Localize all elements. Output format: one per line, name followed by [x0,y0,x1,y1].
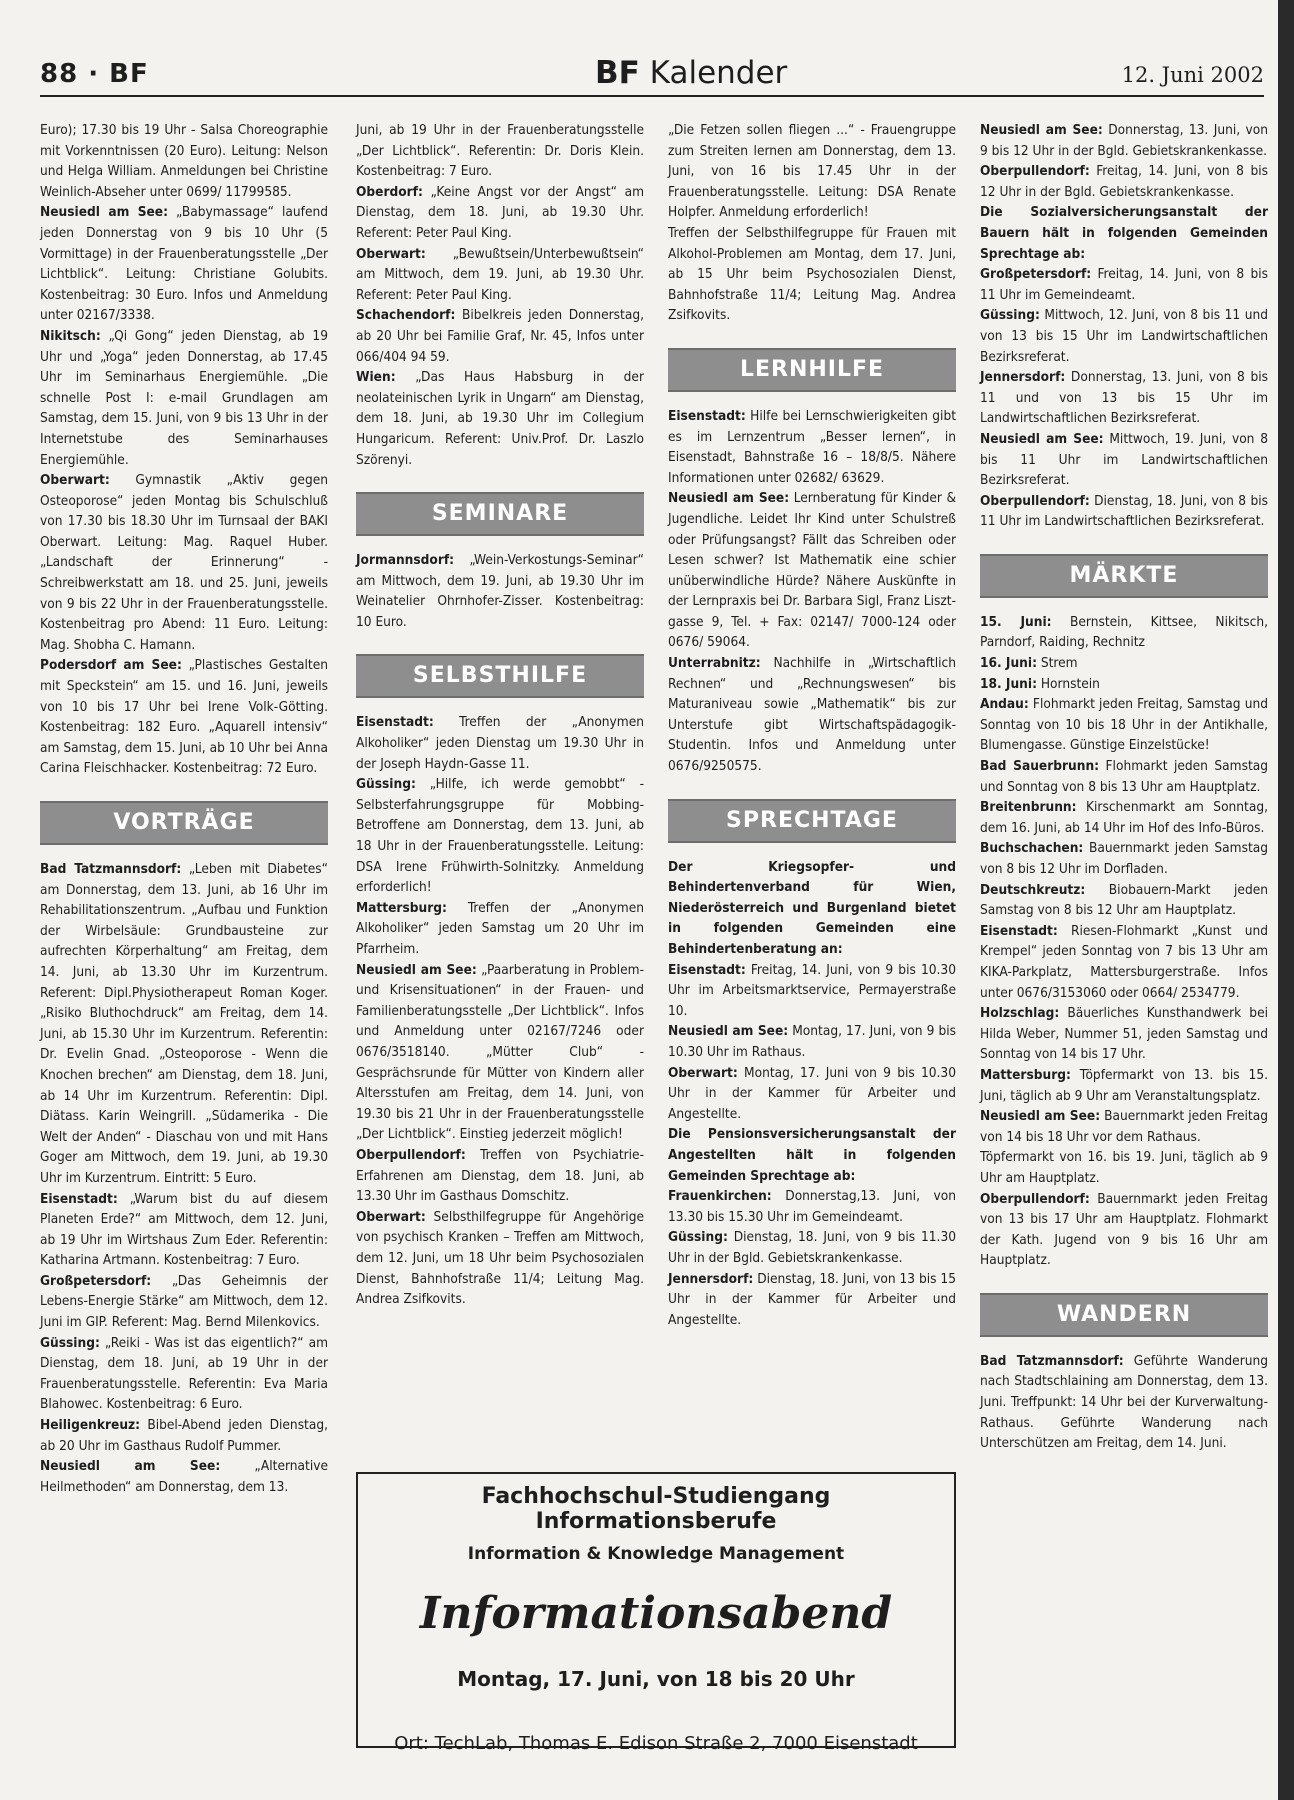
listing-text: „Keine Angst vor der Angst“ am Dienstag, dem 18. Juni, ab 19.30 Uhr. Referent: Peter Paul King. [356,183,644,241]
advertisement-box [356,1472,956,1754]
listing-text: Dienstag, 18. Juni, von 9 bis 11.30 Uhr in der Bgld. Gebietskrankenkasse. [668,1229,956,1266]
listing-text: Bauernmarkt jeden Freitag von 14 bis 18 Uhr vor dem Rathaus. [980,1108,1268,1145]
listing-text: Donnerstag, 13. Juni, von 9 bis 12 Uhr in der Bgld. Gebietskrankenkasse. [980,122,1268,159]
listing-text: „Leben mit Diabetes“ am Donnerstag, dem 13. Juni, ab 16 Uhr im Rehabilitationszentrum. „Aufbau und Funktion der Wirbelsäule: Grundbausteine zur aufrechten Körperhaltung“ am Freitag, dem 14. Juni, ab 13.30 Uhr im Kurzentrum. Referent: Dipl.Physiotherapeut Roman Koger. „Risiko Bluthochdruck“ am Freitag, dem 14. Juni, ab 15.30 Uhr im Kurzentrum. Referentin: Dr. Evelin Gnad. „Osteoporose - Wenn die Knochen brechen“ am Dienstag, dem 18. Juni, ab 14 Uhr im Kurzentrum. Referentin: Dipl. Diätass. Karin Weingrill. „Südamerika - Die Welt der Anden“ - Diaschau von und mit Hans Goger am Mittwoch, dem 19. Juni, ab 19.30 Uhr im Kurzentrum. Eintritt: 5 Euro. [40,861,328,1186]
listing-place: Jennersdorf: [980,369,1066,386]
listing-text: „Bewußtsein/Unterbewußtsein“ am Mittwoch, dem 19. Juni, ab 19.30 Uhr. Referent: Peter Paul King. [356,245,644,303]
listing-place: Frauenkirchen: [668,1188,772,1205]
section-name: Kalender [649,55,788,91]
intro-text: Die Pensionsversicherungsanstalt der Angestellten hält in folgenden Gemeinden Sprechtage ab: [668,1126,956,1184]
text-paragraph: Treffen der Selbsthilfegruppe für Frauen mit Alkohol-Problemen am Montag, dem 17. Juni, ab 15 Uhr beim Psychosozialen Dienst, Bahnhofstraße 11/4; Leitung Mag. Andrea Zsifkovits. [668,224,956,324]
listing-entry [40,202,328,326]
listing-text: Bauernmarkt jeden Samstag von 8 bis 12 Uhr im Dorfladen. [980,840,1268,877]
listing-text: Dienstag, 18. Juni, von 13 bis 15 Uhr in der Kammer für Arbeiter und Angestellte. [668,1270,956,1328]
listing-place: Oberpullendorf: [980,1190,1090,1207]
listing-text: Montag, 17. Juni von 9 bis 10.30 Uhr in der Kammer für Arbeiter und Angestellte. [668,1064,956,1122]
listing-place: Eisenstadt: [40,1190,118,1207]
listing-place: Andau: [980,696,1029,713]
listing-place: Schachendorf: [356,307,456,324]
listing-entry [356,1145,644,1207]
listing-entry [356,898,644,960]
listing-entry [980,1003,1268,1065]
listing-entry [40,1333,328,1415]
listing-place: Podersdorf am See: [40,657,182,674]
listing-text: Dienstag, 18. Juni, von 8 bis 11 Uhr im Landwirtschaftlichen Bezirksreferat. [980,492,1268,530]
listing-entry [668,1227,956,1268]
listing-entry [980,120,1268,161]
listing-place: Bad Tatzmannsdorf: [40,861,182,877]
listing-text: Selbsthilfegruppe für Angehörige von psychisch Kranken – Treffen am Mittwoch, dem 12. Juni, um 18 Uhr beim Psychosozialen Dienst, Bahnhofstraße 11/4; Leitung Mag. Andrea Zsifkovits. [356,1208,644,1308]
page-header [40,55,1264,97]
listing-place: Jormannsdorf: [356,552,455,569]
listing-entry [668,406,956,488]
listing-entry [40,655,328,779]
listing-place: Wien: [356,369,396,386]
listing-text: „Paarberatung in Problem- und Krisensituationen“ in der Frauen- und Familienberatungsstelle „Der Lichtblick“. Infos und Anmeldung unter 02167/7246 oder 0676/3518140. „Mütter Club“ - Gesprächsrunde für Mütter von Kindern aller Altersstufen am Freitag, dem 14. Juni, von 19.30 bis 21 Uhr in der Frauenberatungsstelle „Der Lichtblick“. Einstieg jederzeit möglich! [356,961,644,1143]
listing-place: Bad Sauerbrunn: [980,758,1100,775]
intro-text: Der Kriegsopfer- und Behindertenverband für Wien, Niederösterreich und Burgenland bietet in folgenden Gemeinden eine Behindertenberatung an: [668,858,956,957]
listing-place: Neusiedl am See: [668,490,790,507]
listing-entry [668,1186,956,1227]
listing-place: Oberpullendorf: [980,163,1090,180]
listing-entry [40,859,328,1189]
listing-entry [980,694,1268,756]
listing-text: Biobauern-Markt jeden Samstag von 8 bis 12 Uhr am Hauptplatz. [980,881,1268,919]
listing-text: Flohmarkt jeden Freitag, Samstag und Sonntag von 10 bis 18 Uhr in der Antikhalle, Blumengasse. Günstige Einzelstücke! [980,696,1268,754]
listing-place: Mattersburg: [356,899,447,916]
listing-place: Eisenstadt: [668,961,746,978]
listing-place: Großpetersdorf: [980,266,1092,283]
listing-place: Breitenbrunn: [980,799,1077,816]
listing-place: Oberwart: [356,245,426,262]
listing-place: Eisenstadt: [356,714,434,731]
listing-text: Donnerstag, 13. Juni, von 8 bis 11 und von 13 bis 15 Uhr im Landwirtschaftlichen Bezirksreferat. [980,369,1268,427]
listing-place: Nikitsch: [40,327,101,344]
listing-entry [980,1106,1268,1147]
listing-place: Güssing: [40,1334,100,1351]
ad-location: Ort: TechLab, Thomas E. Edison Straße 2, 7000 Eisenstadt [394,1733,918,1754]
listing-text: „Das Geheimnis der Lebens-Energie Stärke“ am Mittwoch, dem 12. Juni im GIP. Referent: Mag. Bernd Milenkovics. [40,1272,328,1331]
section-title [595,55,787,91]
text-paragraph: „Die Fetzen sollen fliegen ...“ - Frauengruppe zum Streiten lernen am Donnerstag, dem 13. Juni, von 16 bis 17.45 Uhr in der Frauenberatungsstelle. Leitung: DSA Renate Holpfer. Anmeldung erforderlich! [668,122,956,221]
listing-entry [356,712,644,774]
listing-entry [356,244,644,306]
listing-entry [980,367,1268,429]
listing-text: Donnerstag,13. Juni, von 13.30 bis 15.30 Uhr im Gemeindeamt. [668,1188,956,1225]
listing-entry [668,1063,956,1125]
listing-entry [980,756,1268,797]
listing-entry [980,921,1268,1003]
listing-entry [980,161,1268,202]
listing-text: Nachhilfe in „Wirtschaftlich Rechnen“ und „Rechnungswesen“ bis Maturaniveau sowie „Mathematik“ bis zur Unterstufe gibt Wirtschaftspädagogik-Studentin. Infos und Anmeldung unter 0676/9250575. [668,655,956,775]
listing-text: Hilfe bei Lernschwierigkeiten gibt es im Lernzentrum „Besser lernen“, in Eisenstadt, Bahnstraße 16 – 18/8/5. Nähere Informationen unter 02682/ 63629. [668,407,956,486]
listing-place: Neusiedl am See: [980,1108,1101,1125]
listing-entry [980,1189,1268,1271]
intro-paragraph [668,857,956,960]
listing-place: Oberpullendorf: [980,492,1090,509]
listing-entry [356,960,644,1145]
listing-entry [980,264,1268,305]
column-1 [40,120,328,1497]
listing-entry [40,1189,328,1271]
listing-text: Geführte Wanderung nach Stadtschlaining am Donnerstag, dem 13. Juni. Treffpunkt: 14 Uhr bei der Kurverwaltung-Rathaus. Geführte Wanderung nach Unterschützen am Freitag, dem 14. Juni. [980,1352,1268,1452]
listing-place: Neusiedl am See: [356,961,477,978]
listing-text: Bauernmarkt jeden Freitag von 13 bis 17 Uhr am Hauptplatz. Flohmarkt der Kath. Jugend von 9 bis 16 Uhr am Hauptplatz. [980,1190,1268,1269]
listing-place: Unterrabnitz: [668,655,761,672]
listing-entry [980,612,1268,653]
listing-entry [980,797,1268,838]
listing-place: Eisenstadt: [668,407,746,424]
column-3 [668,120,956,1330]
intro-text: Die Sozialversicherungsanstalt der Bauern hält in folgenden Gemeinden Sprechtage ab: [980,204,1268,262]
listing-place: Oberdorf: [356,183,423,200]
listing-entry [980,838,1268,879]
listing-entry [980,1351,1268,1454]
listing-text: Freitag, 14. Juni, von 9 bis 10.30 Uhr im Arbeitsmarktservice, Permayerstraße 10. [668,961,956,1019]
listing-text: „Reiki - Was ist das eigentlich?“ am Dienstag, dem 18. Juni, ab 19 Uhr in der Frauenberatungsstelle. Referentin: Eva Maria Blahowec. Kostenbeitrag: 6 Euro. [40,1334,328,1413]
listing-place: Holzschlag: [980,1005,1060,1022]
listing-entry [668,1021,956,1062]
listing-entry [356,367,644,470]
listing-date: 18. Juni: [980,675,1037,692]
listing-entry [356,305,644,367]
listing-place: Jennersdorf: [668,1270,754,1287]
issue-date: 12. Juni 2002 [1121,63,1264,87]
listing-text: Bäuerliches Kunsthandwerk bei Hilda Weber, Nummer 51, jeden Samstag und Sonntag von 14 bis 17 Uhr. [980,1005,1268,1063]
scan-edge [1278,0,1294,1800]
column-4 [980,120,1268,1454]
listing-text: Montag, 17. Juni, von 9 bis 10.30 Uhr im Rathaus. [668,1023,956,1060]
listing-text: „Alternative Heilmethoden“ am Donnerstag, dem 13. [40,1458,328,1495]
listing-place: Buchschachen: [980,840,1084,857]
listing-entry [356,550,644,632]
listing-place: Neusiedl am See: [980,122,1103,138]
listing-entry [980,491,1268,532]
listing-place: Güssing: [356,776,416,793]
listing-entry [668,653,956,777]
listing-place: Eisenstadt: [980,922,1058,939]
listing-place: Güssing: [668,1229,728,1246]
listing-text: Treffen der „Anonymen Alkoholiker“ jeden Samstag um 20 Uhr im Pfarrheim. [356,899,644,957]
publication-logo: BF [595,55,640,91]
listing-text: „Babymassage“ laufend jeden Donnerstag von 9 bis 10 Uhr (5 Vormittage) in der Frauenberatungsstelle „Der Lichtblick“. Leitung: Christiane Golubits. Kostenbeitrag: 30 Euro. Infos und Anmeldung unter 02167/3338. [40,204,329,324]
section-heading-selbsthilfe: SELBSTHILFE [356,654,644,698]
listing-place: Oberwart: [356,1208,426,1225]
listing-text: Treffen von Psychiatrie-Erfahrenen am Dienstag, dem 18. Juni, ab 13.30 Uhr im Gasthaus Domschitz. [356,1146,644,1205]
listing-place: Heiligenkreuz: [40,1417,141,1434]
intro-paragraph [668,1124,956,1186]
listing-text: Kirschenmarkt am Sonntag, dem 16. Juni, ab 14 Uhr im Hof des Info-Büros. [980,799,1268,836]
listing-text: Bibelkreis jeden Donnerstag, ab 20 Uhr bei Familie Graf, Nr. 45, Infos unter 066/404 94 59. [356,307,644,365]
listing-place: Oberpullendorf: [356,1146,466,1163]
listing-text: Töpfermarkt von 13. bis 15. Juni, täglich ab 9 Uhr am Veranstaltungsplatz. [980,1066,1268,1104]
listing-text: Hornstein [1036,675,1100,692]
listing-text: Treffen der „Anonymen Alkoholiker“ jeden Dienstag um 19.30 Uhr in der Joseph Haydn-Gasse 11. [356,714,644,772]
listing-place: Neusiedl am See: [40,204,168,221]
listing-text: Mittwoch, 12. Juni, von 8 bis 11 und von 13 bis 15 Uhr im Landwirtschaftlichen Bezirksreferat. [980,307,1268,365]
text-paragraph: Euro); 17.30 bis 19 Uhr - Salsa Choreographie mit Vorkenntnissen (20 Euro). Leitung: Nelson und Helga William. Anmeldungen bei Christine Weinlich-Abseher unter 0699/ 11799585. [40,122,328,200]
listing-text: „Das Haus Habsburg in der neolateinischen Lyrik in Ungarn“ am Dienstag, dem 18. Juni, ab 19.30 Uhr im Collegium Hungaricum. Referent: Univ.Prof. Dr. Laszlo Szörenyi. [356,369,644,468]
listing-entry [980,674,1268,695]
ad-headline: Fachhochschul-Studiengang Informationsberufe [481,1484,831,1534]
listing-entry [40,326,328,470]
listing-date: 15. Juni: [980,613,1052,630]
text-paragraph: Töpfermarkt von 16. bis 19. Juni, täglich ab 9 Uhr am Hauptplatz. [980,1149,1268,1186]
listing-text: Lernberatung für Kinder & Jugendliche. Leidet Ihr Kind unter Schulstreß oder Prüfungsangst? Fällt das Schreiben oder Lesen schwer? Ist Mathematik eine schier unüberwindliche Hürde? Nähere Auskünfte in der Lernpraxis bei Dr. Barbara Sigl, Franz Lisztgasse 9, Tel. + Fax: 02147/ 7000-124 oder 0676/ 59064. [668,490,957,651]
ad-subheadline: Information & Knowledge Management [467,1544,845,1564]
listing-entry [356,182,644,244]
listing-place: Deutschkreutz: [980,881,1086,898]
listing-entry [980,305,1268,367]
listing-text: „Hilfe, ich werde gemobbt“ - Selbsterfahrungsgruppe für Mobbing-Betroffene am Donnerstag, dem 13. Juni, ab 18 Uhr in der Frauenberatungsstelle. Leitung: DSA Irene Frühwirth-Solnitzky. Anmeldung erforderlich! [356,776,644,896]
listing-entry [40,1456,328,1497]
section-heading-lernhilfe: LERNHILFE [668,348,956,392]
intro-paragraph [980,202,1268,264]
listing-entry [40,1415,328,1456]
ad-date: Montag, 17. Juni, von 18 bis 20 Uhr [457,1667,855,1691]
listing-entry [980,429,1268,491]
section-heading-seminare: SEMINARE [356,492,644,536]
listing-place: Neusiedl am See: [980,430,1104,447]
listing-entry [356,1207,644,1310]
section-heading-wandern: WANDERN [980,1293,1268,1337]
listing-entry [40,470,328,655]
section-heading-sprechtage: SPRECHTAGE [668,799,956,843]
listing-text: „Plastisches Gestalten mit Speckstein“ am 15. und 16. Juni, jeweils von 10 bis 17 Uhr bei Irene Volk-Götting. Kostenbeitrag: 182 Euro. „Aquarell intensiv“ am Samstag, dem 15. Juni, ab 10 Uhr bei Anna Carina Fleischhacker. Kostenbeitrag: 72 Euro. [40,657,328,777]
listing-place: Oberwart: [40,472,110,489]
listing-place: Bad Tatzmannsdorf: [980,1352,1124,1369]
listing-entry [668,1269,956,1331]
column-2 [356,120,644,1310]
ad-title: Informationsabend [419,1588,893,1639]
listing-text: Riesen-Flohmarkt „Kunst und Krempel“ jeden Sonntag von 7 bis 13 Uhr am KIKA-Parkplatz, Mattersburgerstraße. Infos unter 0676/3153060 oder 0664/ 2534779. [980,922,1268,1001]
listing-entry [980,1065,1268,1106]
listing-text: Strem [1036,655,1078,672]
listing-place: Mattersburg: [980,1066,1071,1083]
section-heading-maerkte: MÄRKTE [980,554,1268,598]
listing-place: Güssing: [980,307,1040,324]
listing-entry [980,653,1268,674]
listing-text: Freitag, 14. Juni, von 8 bis 11 Uhr im Gemeindeamt. [980,266,1268,303]
listing-entry [668,960,956,1022]
listing-text: „Wein-Verkostungs-Seminar“ am Mittwoch, dem 19. Juni, ab 19.30 Uhr im Weinatelier Ohrnhofer-Zisser. Kostenbeitrag: 10 Euro. [356,552,644,630]
section-heading-vortraege: VORTRÄGE [40,801,328,845]
listing-text: Gymnastik „Aktiv gegen Osteoporose“ jeden Montag bis Schulschluß von 17.30 bis 18.30 Uhr im Turnsaal der BAKI Oberwart. Leitung: Mag. Raquel Huber. „Landschaft der Erinnerung“ - Schreibwerkstatt am 18. und 25. Juni, jeweils von 9 bis 22 Uhr in der Frauenberatungsstelle. Kostenbeitrag pro Abend: 11 Euro. Leitung: Mag. Shobha C. Hamann. [40,472,328,653]
listing-text: Flohmarkt jeden Samstag und Sonntag von 8 bis 13 Uhr am Hauptplatz. [980,758,1268,795]
listing-text: Bernstein, Kittsee, Nikitsch, Parndorf, Raiding, Rechnitz [980,613,1268,651]
listing-entry [980,880,1268,921]
page-number: 88 · BF [40,59,149,89]
listing-entry [40,1271,328,1333]
listing-place: Neusiedl am See: [40,1458,221,1475]
listing-entry [668,488,956,653]
listing-text: Mittwoch, 19. Juni, von 8 bis 11 Uhr im Landwirtschaftlichen Bezirksreferat. [980,430,1269,489]
listing-text: Bibel-Abend jeden Dienstag, ab 20 Uhr im Gasthaus Rudolf Pummer. [40,1417,328,1454]
listing-place: Großpetersdorf: [40,1272,152,1289]
listing-place: Neusiedl am See: [668,1023,789,1040]
listing-entry [356,774,644,898]
listing-text: „Qi Gong“ jeden Dienstag, ab 19 Uhr und „Yoga“ jeden Donnerstag, ab 17.45 Uhr im Seminarhaus Energiemühle. „Die schnelle Post I: e-mail Grundlagen am Samstag, dem 15. Juni, von 9 bis 13 Uhr in der Internetstube des Seminarhauses Energiemühle. [40,327,328,468]
listing-text: „Warum bist du auf diesem Planeten Erde?“ am Mittwoch, dem 12. Juni, ab 19 Uhr im Wirtshaus Zum Eder. Referentin: Katharina Artmann. Kostenbeitrag: 7 Euro. [40,1190,328,1269]
listing-text: Freitag, 14. Juni, von 8 bis 12 Uhr in der Bgld. Gebietskrankenkasse. [980,163,1268,200]
text-paragraph: Juni, ab 19 Uhr in der Frauenberatungsstelle „Der Lichtblick“. Referentin: Dr. Doris Klein. Kostenbeitrag: 7 Euro. [356,122,644,180]
listing-place: Oberwart: [668,1064,738,1081]
listing-date: 16. Juni: [980,655,1037,672]
